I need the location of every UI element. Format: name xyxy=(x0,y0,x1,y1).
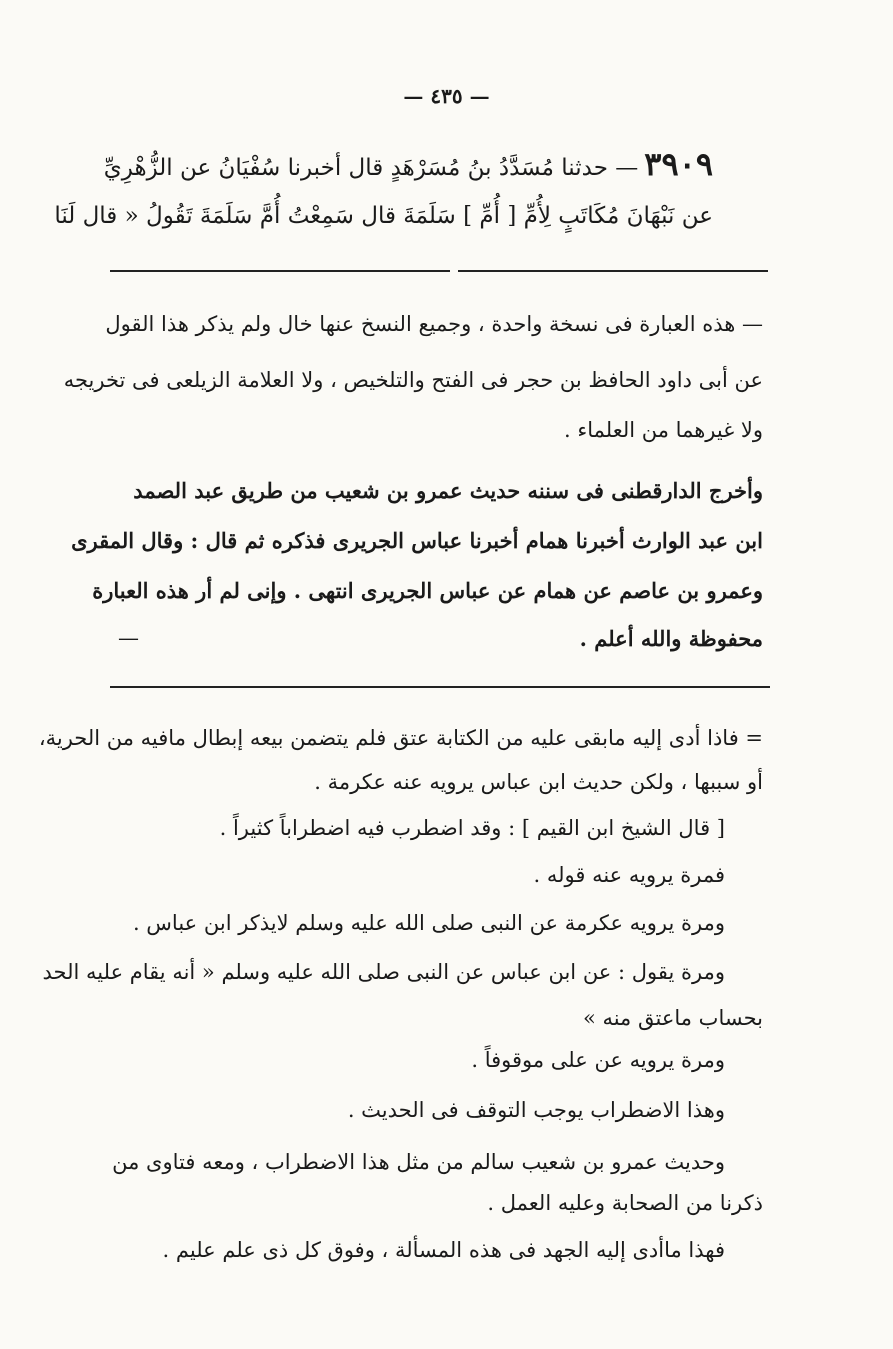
hadith-line-2: عن نَبْهَانَ مُكَاتَبٍ لِأُمِّ [ أُمِّ ] سَلَمَةَ قال سَمِعْتُ أُمَّ سَلَمَةَ تَقُولُ « قال لَنَا xyxy=(54,203,713,229)
footnote1-para2-line2: ابن عبد الوارث أخبرنا همام أخبرنا عباس الجريرى فذكره ثم قال : وقال المقرى xyxy=(71,528,763,553)
footnote1-para1-line2: عن أبى داود الحافظ بن حجر فى الفتح والتلخيص ، ولا العلامة الزيلعى فى تخريجه xyxy=(63,368,763,392)
footnote2-line-2: أو سببها ، ولكن حديث ابن عباس يرويه عنه عكرمة . xyxy=(314,770,763,794)
hadith-line-1-text: — حدثنا مُسَدَّدُ بنُ مُسَرْهَدٍ قال أخبرنا سُفْيَانُ عن الزُّهْرِيِّ xyxy=(103,155,639,181)
footnote2-line-11: ذكرنا من الصحابة وعليه العمل . xyxy=(487,1191,763,1215)
footnote2-line-8: ومرة يرويه عن على موقوفاً . xyxy=(471,1048,725,1072)
footnote2-line-10: وحديث عمرو بن شعيب سالم من مثل هذا الاضطراب ، ومعه فتاوى من xyxy=(112,1150,725,1174)
hadith-line-1 xyxy=(103,145,713,183)
footnote2-line-1: = فاذا أدى إليه مابقى عليه من الكتابة عتق فلم يتضمن بيعه إبطال مافيه من الحرية، xyxy=(38,726,763,750)
footnote2-line-5: ومرة يرويه عكرمة عن النبى صلى الله عليه وسلم لايذكر ابن عباس . xyxy=(132,911,725,935)
footnote1-end-dash: — xyxy=(118,626,139,650)
footnote2-line-9: وهذا الاضطراب يوجب التوقف فى الحديث . xyxy=(347,1098,725,1122)
footnote1-para2-line1: وأخرج الدارقطنى فى سننه حديث عمرو بن شعيب من طريق عبد الصمد xyxy=(133,478,763,503)
footnote2-line-6: ومرة يقول : عن ابن عباس عن النبى صلى الله عليه وسلم « أنه يقام عليه الحد xyxy=(42,960,725,984)
page-number: — ٤٣٥ — xyxy=(403,84,490,108)
footnote1-para2-line4: محفوظة والله أعلم . xyxy=(579,626,763,651)
footnote2-line-4: فمرة يرويه عنه قوله . xyxy=(533,863,725,887)
hadith-number: ٣٩٠٩ xyxy=(644,145,713,183)
footnote1-para1-line3: ولا غيرهما من العلماء . xyxy=(564,418,763,442)
footnote1-para2-line3: وعمرو بن عاصم عن همام عن عباس الجريرى انتهى . وإنى لم أر هذه العبارة xyxy=(92,578,763,603)
footnote2-line-12: فهذا ماأدى إليه الجهد فى هذه المسألة ، وفوق كل ذى علم عليم . xyxy=(162,1238,725,1262)
divider-right xyxy=(458,270,768,272)
footnote1-para1-line1: — هذه العبارة فى نسخة واحدة ، وجميع النسخ عنها خال ولم يذكر هذا القول xyxy=(105,312,763,336)
footnote2-line-3: [ قال الشيخ ابن القيم ] : وقد اضطرب فيه اضطراباً كثيراً . xyxy=(219,816,725,840)
divider-left xyxy=(110,270,450,272)
footnote2-line-7: بحساب ماعتق منه » xyxy=(582,1006,763,1030)
divider-full xyxy=(110,686,770,688)
